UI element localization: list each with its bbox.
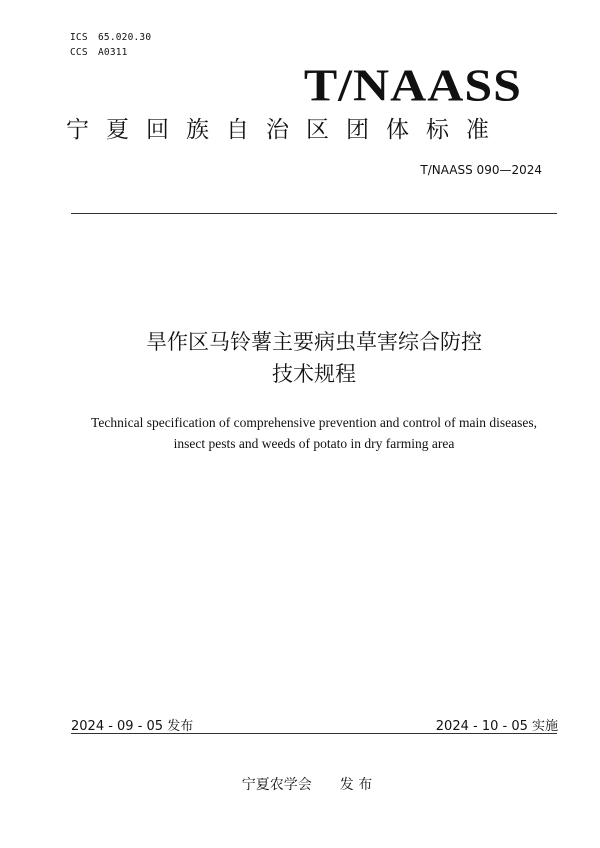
ics-value: 65.020.30 <box>98 32 152 43</box>
ccs-value: A0311 <box>98 47 128 58</box>
ics-code-row <box>70 30 151 45</box>
issuer-name: 宁夏农学会 <box>241 777 312 793</box>
title-chinese-line-2: 技术规程 <box>272 362 356 386</box>
implement-date: 2024 - 10 - 05 实施 <box>435 719 558 734</box>
issuer <box>0 774 600 794</box>
ccs-label: CCS <box>70 47 88 58</box>
organization-type: 宁夏回族自治区团体标准 <box>66 117 506 143</box>
title-english <box>0 412 600 454</box>
standard-number: T/NAASS 090—2024 <box>420 163 542 177</box>
header-divider <box>71 213 557 214</box>
classification-codes <box>70 30 151 60</box>
title-chinese <box>0 326 600 390</box>
ics-label: ICS <box>70 32 88 43</box>
ccs-code-row <box>70 45 151 60</box>
title-english-line-1: Technical specification of comprehensive prevention and control of main diseases, <box>91 415 537 430</box>
title-chinese-line-1: 旱作区马铃薯主要病虫草害综合防控 <box>146 330 482 354</box>
footer-divider <box>71 733 557 734</box>
standard-logo: T/NAASS <box>303 58 522 111</box>
publish-date: 2024 - 09 - 05 发布 <box>71 719 194 734</box>
title-english-line-2: insect pests and weeds of potato in dry farming area <box>173 436 455 451</box>
issuer-action: 发 布 <box>339 777 373 793</box>
